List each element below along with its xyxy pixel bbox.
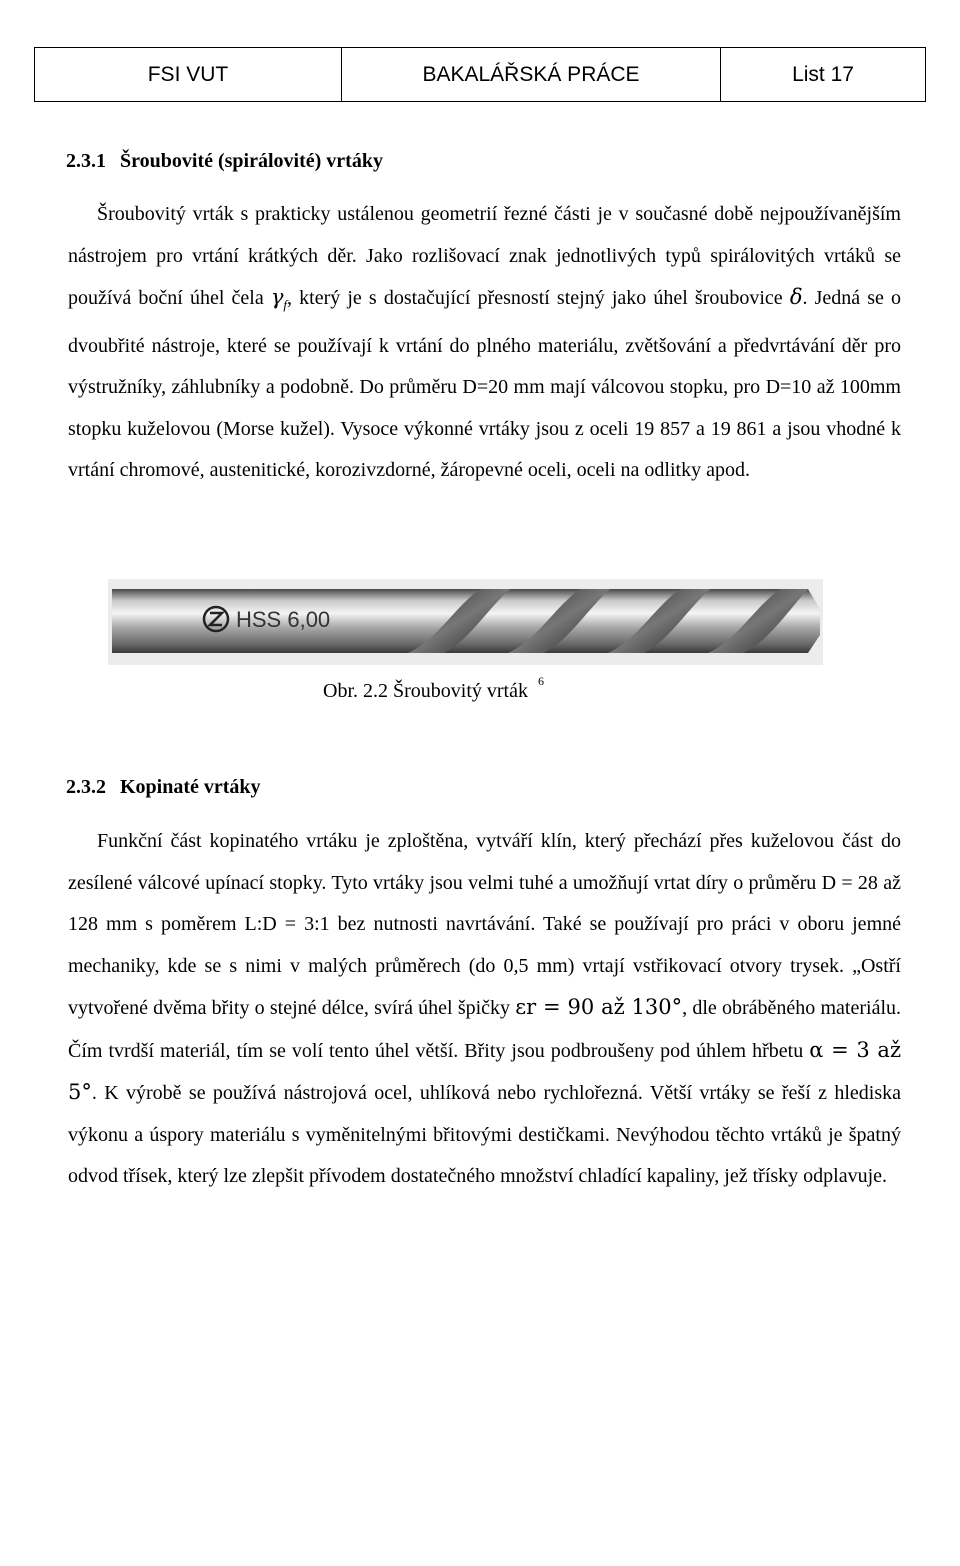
paragraph-text: Šroubovitý vrták s prakticky ustálenou geometrií řezné části je v současné době nejpoužívanějším nástrojem pro vrtání krátkých děr. Jako rozlišovací znak jednotlivých typů spirálovitých vrtáků se používá boční úhel čela [68,203,901,309]
header-page-number: List 17 [792,62,854,86]
delta-symbol: δ [789,285,803,309]
section-2-3-2-paragraph [68,821,901,1198]
section-2-3-1-paragraph [68,194,901,492]
section-number: 2.3.1 [66,150,106,172]
figure-caption [323,674,544,703]
header-document-type: BAKALÁŘSKÁ PRÁCE [342,48,721,101]
footnote-reference: 6 [538,674,544,688]
gamma-symbol: γ [270,285,284,309]
header-institution: FSI VUT [35,48,342,101]
section-title: Šroubovité (spirálovité) vrtáky [120,150,383,172]
point-angle-formula: εr = 90 až 130° [515,995,683,1019]
clearance-angle-formula: α = 3 až 5° [68,1037,902,1104]
paragraph-text: . Jedná se o dvoubřité nástroje, které se používají k vrtání do plného materiálu, zvětšování a předvrtávání děr pro výstružníky, záhlubníky a podobně. Do průměru D=20 mm mají válcovou stopku, pro D=10 až 100mm stopku kuželovou (Morse kužel). Vysoce výkonné vrtáky jsou z oceli 19 857 a 19 861 a jsou vhodné k vrtání chromové, austenitické, korozivzdorné, žáropevné oceli, oceli na odlitky apod. [68,287,902,481]
section-title: Kopinaté vrtáky [120,776,261,798]
paragraph-text: . K výrobě se používá nástrojová ocel, uhlíková nebo rychlořezná. Větší vrtáky se řeší z hlediska výkonu a úspory materiálu s vyměnitelnými břitovými destičkami. Nevýhodou těchto vrtáků je špatný odvod třísek, který lze zlepšit přívodem dostatečného množství chladící kapaliny, jež třísky odplavuje. [68,1082,901,1187]
twist-drill-image [108,579,823,665]
page-header [34,47,926,102]
section-heading-2-3-2 [66,776,261,799]
paragraph-text: , dle obráběného materiálu. Čím tvrdší materiál, tím se volí tento úhel větší. Břity jsou podbroušeny pod úhlem hřbetu [68,997,902,1062]
section-heading-2-3-1 [66,150,383,173]
gamma-subscript: f [283,297,288,312]
section-number: 2.3.2 [66,776,106,798]
caption-text: Obr. 2.2 Šroubovitý vrták [323,680,528,702]
drill-marking: HSS 6,00 [236,607,331,632]
paragraph-text: , který je s dostačující přesností stejný jako úhel šroubovice [287,287,783,309]
paragraph-text: Funkční část kopinatého vrtáku je zploštěna, vytváří klín, který přechází přes kuželovou část do zesílené válcové upínací stopky. Tyto vrtáky jsou velmi tuhé a umožňují vrtat díry o průměru D = 28 až 128 mm s poměrem L:D = 3:1 bez nutnosti navrtávání. Také se používají pro práci v oboru jemné mechaniky, kde se s nimi v malých průměrech (do 0,5 mm) vrtají vstřikovací otvory trysek. „Ostří vytvořené dvěma břity o stejné délce, svírá úhel špičky [68,830,901,1019]
